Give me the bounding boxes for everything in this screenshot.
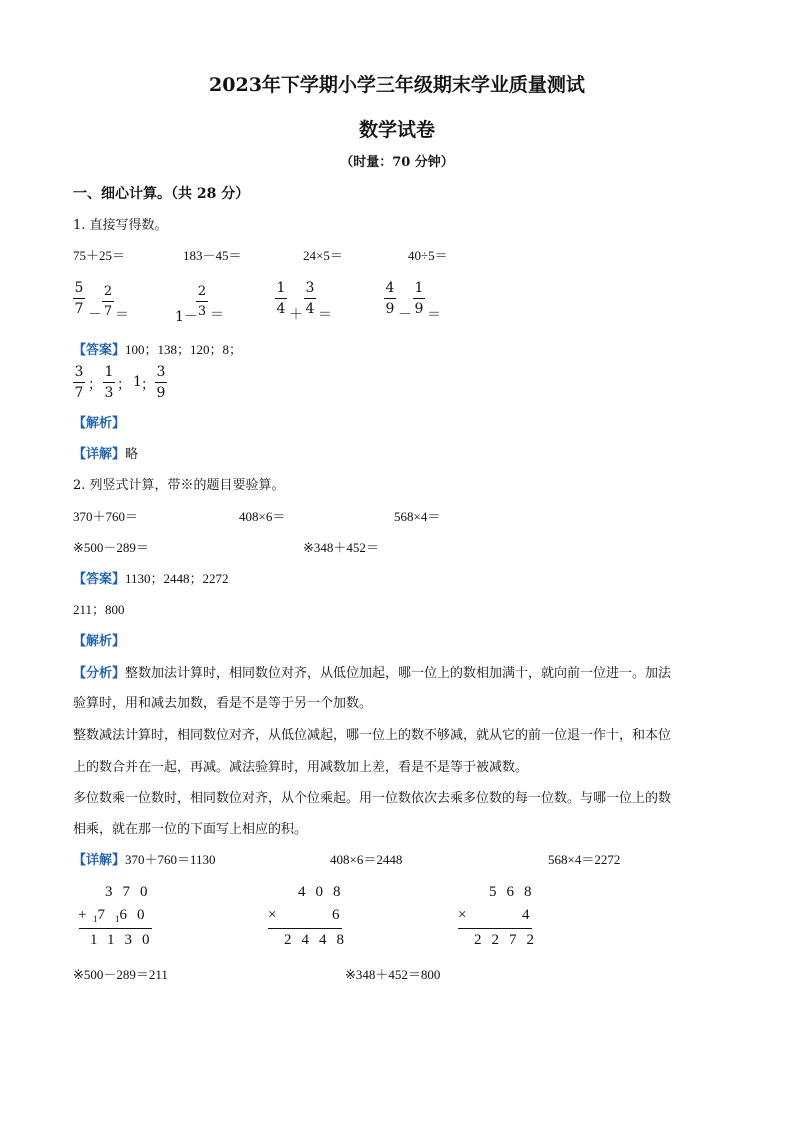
q2-fenxi-line-4: 上的数合并在一起，再减。减法验算时，用减数加上差，看是不是等于被减数。 <box>73 760 529 775</box>
q1-eq-a: ＝ <box>115 307 129 323</box>
vertical-mul2-result: 2272 <box>474 932 544 948</box>
vertical-mul2-line <box>458 928 532 929</box>
q2-detail-line: 【详解】370＋760＝1130 <box>73 852 216 868</box>
vertical-mul2-bottom: 4 <box>522 907 540 923</box>
q1-answer-frac-3: 3 9 <box>156 364 166 401</box>
vertical-add-op: + <box>78 907 87 923</box>
question-1-prompt: 1. 直接写得数。 <box>73 218 168 233</box>
vertical-add-result: 1130 <box>90 932 160 948</box>
question-2-prompt: 2. 列竖式计算，带※的题目要验算。 <box>73 478 285 493</box>
q2-answer-line-2: 211；800 <box>73 602 125 617</box>
q2-item-4: ※500－289＝ <box>73 540 149 555</box>
vertical-mul1-line <box>268 928 342 929</box>
vertical-add-top: 370 <box>105 884 158 900</box>
q1-frac-a2: 2 7 <box>103 284 113 319</box>
q2-check-1: ※500－289＝211 <box>73 967 168 982</box>
vertical-mul1-bottom: 6 <box>332 907 350 923</box>
q1-frac-b: 2 3 <box>197 284 207 319</box>
q1-frac-c2: 3 4 <box>305 280 315 317</box>
exam-duration: （时量：70 分钟） <box>340 155 454 170</box>
q2-answer: 【答案】1130；2448；2272 <box>73 571 229 587</box>
answer-label: 【答案】 <box>73 343 126 358</box>
q1-item-4: 40÷5＝ <box>408 248 448 263</box>
q1-answer-frac-1: 3 7 <box>74 364 84 401</box>
q1-answer-frac-2: 1 3 <box>104 364 114 401</box>
q2-item-3: 568×4＝ <box>394 509 441 524</box>
q2-fenxi-line-3: 整数减法计算时，相同数位对齐，从低位减起，哪一位上的数不够减，就从它的前一位退一作十，和本位 <box>73 728 672 743</box>
exam-subtitle: 数学试卷 <box>358 119 435 141</box>
vertical-mul1-op: × <box>268 907 277 923</box>
q2-fenxi-line-2: 验算时，用和减去加数，看是不是等于另一个加数。 <box>73 696 373 711</box>
q2-fenxi-line-5: 多位数乘一位数时，相同数位对齐，从个位乘起。用一位数依次去乘多位数的每一位数。与哪一位上的数 <box>73 791 672 806</box>
q2-analysis-label: 【解析】 <box>73 634 126 649</box>
vertical-mul2-top: 568 <box>489 884 542 900</box>
exam-title: 2023年下学期小学三年级期末学业质量测试 <box>209 74 585 96</box>
q1-lead-b: 1－ <box>175 309 198 325</box>
q1-op-a: － <box>88 307 102 323</box>
q1-eq-d: ＝ <box>427 307 441 323</box>
q1-item-3: 24×5＝ <box>303 248 343 263</box>
vertical-add-bottom: $_17_160$ <box>93 907 155 924</box>
q2-detail-eq-3: 568×4＝2272 <box>548 852 621 867</box>
q1-answer: 【答案】100；138；120；8； <box>73 342 243 358</box>
q1-item-1: 75＋25＝ <box>73 248 126 263</box>
q1-eq-c: ＝ <box>318 307 332 323</box>
q1-detail: 【详解】略 <box>73 447 139 462</box>
vertical-mul1-result: 2448 <box>284 932 354 948</box>
q1-op-d: － <box>398 307 412 323</box>
q2-fenxi-line-1: 【分析】整数加法计算时，相同数位对齐，从低位加起，哪一位上的数相加满十，就向前一位进一。加法 <box>73 666 672 681</box>
vertical-add-line <box>79 928 152 929</box>
vertical-mul1-top: 408 <box>298 884 351 900</box>
q2-detail-eq-2: 408×6＝2448 <box>330 852 403 867</box>
vertical-mul2-op: × <box>458 907 467 923</box>
section-heading: 一、细心计算。（共 28 分） <box>73 186 250 202</box>
q1-op-c: ＋ <box>289 307 303 323</box>
q2-item-5: ※348＋452＝ <box>303 540 379 555</box>
q1-eq-b: ＝ <box>210 307 224 323</box>
q1-frac-d2: 1 9 <box>414 280 424 317</box>
q1-frac-d1: 4 9 <box>385 280 395 317</box>
q1-item-2: 183－45＝ <box>183 248 242 263</box>
q1-analysis-label: 【解析】 <box>73 416 126 431</box>
q1-frac-c1: 1 4 <box>276 280 286 317</box>
q2-check-2: ※348＋452＝800 <box>345 967 441 982</box>
q2-item-2: 408×6＝ <box>239 509 286 524</box>
q2-fenxi-line-6: 相乘，就在那一位的下面写上相应的积。 <box>73 822 308 837</box>
q2-item-1: 370＋760＝ <box>73 509 139 524</box>
q1-frac-a1: 5 7 <box>74 280 84 317</box>
